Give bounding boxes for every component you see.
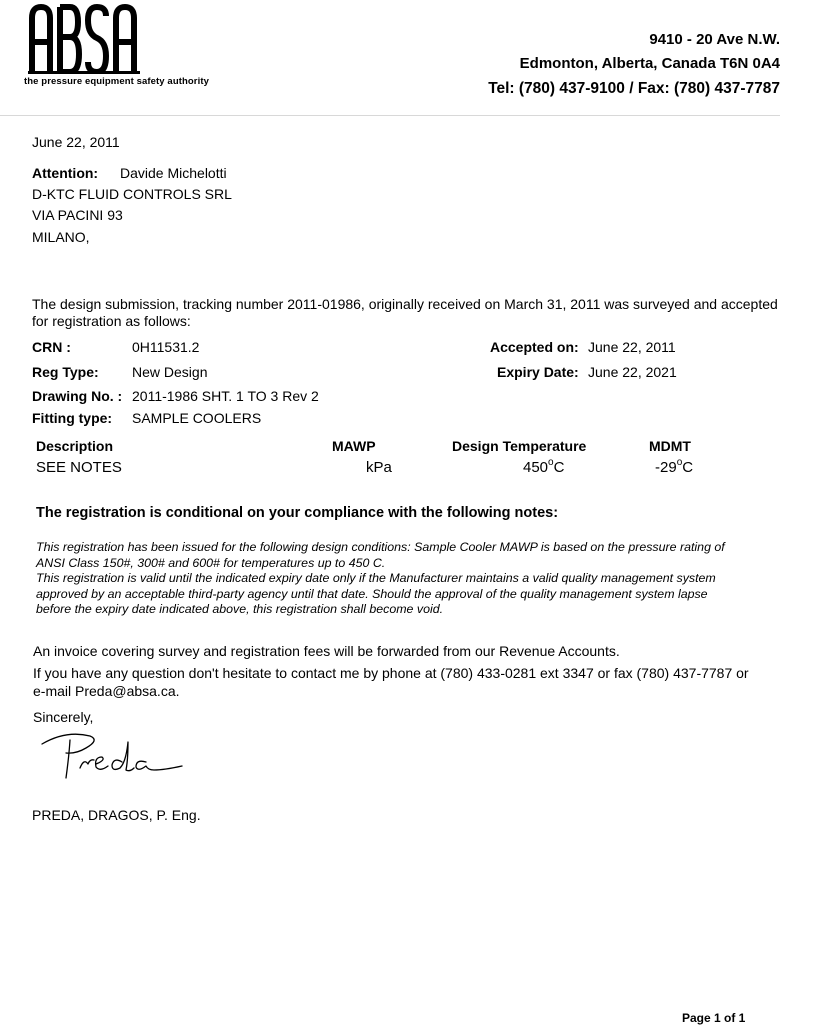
mdmt-value: -29 xyxy=(655,459,677,476)
accepted-label: Accepted on: xyxy=(490,339,579,355)
design-temp-value: 450 xyxy=(523,459,549,476)
notes-block xyxy=(36,540,736,618)
address-line-2: Edmonton, Alberta, Canada T6N 0A4 xyxy=(519,55,780,72)
conditions-heading: The registration is conditional on your compliance with the following notes: xyxy=(36,505,559,521)
table-cell-mdmt xyxy=(655,459,693,476)
table-header-description: Description xyxy=(36,438,114,454)
intro-paragraph: The design submission, tracking number 2011-01986, originally received on March 31, 2011 was surveyed and accepted for registration as follows: xyxy=(32,296,778,329)
table-header-mdmt: MDMT xyxy=(649,438,691,454)
table-header-mawp: MAWP xyxy=(332,438,376,454)
attention-label: Attention: xyxy=(32,165,99,181)
contact-paragraph: If you have any question don't hesitate to contact me by phone at (780) 433-0281 ext 3347 or fax (780) 437-7787 or e-mail Preda@absa.ca. xyxy=(33,665,749,699)
note-paragraph: This registration is valid until the indicated expiry date only if the Manufacturer maintains a valid quality management system approved by an acceptable third-party agency until that date. Should the approval of the quality management system lapse before the expiry date indicated above, this registration shall become void. xyxy=(36,571,716,616)
mdmt-unit: C xyxy=(682,459,694,476)
recipient-street: VIA PACINI 93 xyxy=(32,207,123,223)
design-temp-unit: C xyxy=(553,459,565,476)
crn-value: 0H11531.2 xyxy=(132,339,200,355)
letter-date: June 22, 2011 xyxy=(32,134,120,150)
sincerely: Sincerely, xyxy=(33,709,94,725)
recipient-city: MILANO, xyxy=(32,229,90,245)
phone-fax: Tel: (780) 437-9100 / Fax: (780) 437-7787 xyxy=(488,80,780,97)
regtype-label: Reg Type: xyxy=(32,364,99,380)
expiry-value: June 22, 2021 xyxy=(588,364,677,380)
header-divider xyxy=(0,115,780,116)
drawing-value: 2011-1986 SHT. 1 TO 3 Rev 2 xyxy=(132,388,319,404)
fitting-label: Fitting type: xyxy=(32,410,113,426)
design-temp-degree: o xyxy=(548,457,554,468)
signer-name: PREDA, DRAGOS, P. Eng. xyxy=(32,807,201,823)
signature xyxy=(36,726,196,786)
page-number: Page 1 of 1 xyxy=(682,1011,746,1025)
note-paragraph: This registration has been issued for the following design conditions: Sample Cooler MAWP is based on the pressure rating of ANSI Class 150#, 300# and 600# for temperatures up to 450 C. xyxy=(36,540,725,570)
logo-underline xyxy=(28,71,140,74)
attention-name: Davide Michelotti xyxy=(120,165,227,181)
fitting-value: SAMPLE COOLERS xyxy=(132,410,262,426)
address-line-1: 9410 - 20 Ave N.W. xyxy=(649,31,780,48)
expiry-label: Expiry Date: xyxy=(497,364,579,380)
table-cell-description: SEE NOTES xyxy=(36,459,122,476)
table-cell-mawp-unit: kPa xyxy=(366,459,392,476)
table-cell-design-temperature xyxy=(523,459,564,476)
mdmt-degree: o xyxy=(676,457,683,468)
absa-logo-lettering xyxy=(32,7,134,72)
regtype-value: New Design xyxy=(132,364,208,380)
accepted-value: June 22, 2011 xyxy=(588,339,676,355)
table-header-design-temperature: Design Temperature xyxy=(452,438,587,454)
tagline: the pressure equipment safety authority xyxy=(24,76,209,87)
absa-logo xyxy=(28,4,140,74)
invoice-paragraph: An invoice covering survey and registration fees will be forwarded from our Revenue Accounts. xyxy=(33,643,620,659)
crn-label: CRN : xyxy=(32,339,71,355)
recipient-company: D-KTC FLUID CONTROLS SRL xyxy=(32,186,232,202)
drawing-label: Drawing No. : xyxy=(32,388,123,404)
